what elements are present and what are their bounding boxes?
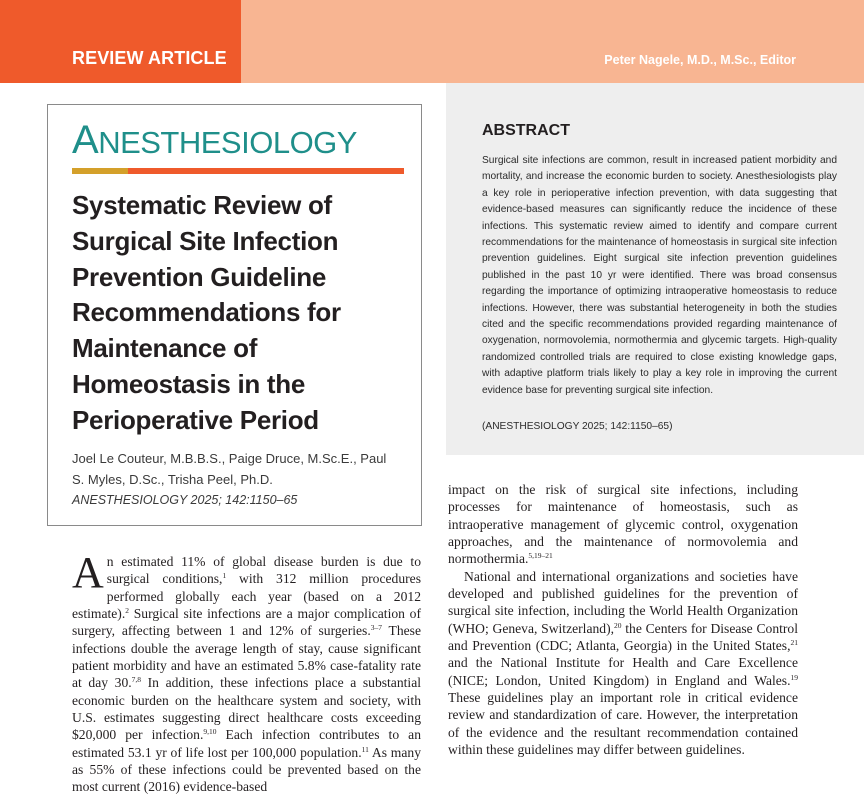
logo-accent-bar-gold xyxy=(72,168,128,174)
section-label: REVIEW ARTICLE xyxy=(72,48,227,68)
header-section-band xyxy=(0,0,241,83)
body-text-segment: impact on the risk of surgical site infections, including processes for maintenance of homeostasis, such as intraoperative management of glycemic control, oxygenation approaches, and the maintenance of normovolemia and normothermia. xyxy=(448,482,798,567)
abstract-citation: (ANESTHESIOLOGY 2025; 142:1150–65) xyxy=(482,421,673,432)
body-text-segment: In addition, these infections place a substantial economic burden on the healthcare system and society, with U.S. estimates suggesting direct healthcare costs exceeding $20,000 per infection. xyxy=(72,675,422,743)
body-text-segment: and the National Institute for Health and Care Excellence (NICE; London, United Kingdom) in England and Wales. xyxy=(448,655,798,688)
body-text-segment: These guidelines play an important role in critical evidence review and standardization of care. However, the interpretation of the evidence and the resultant recommendation contained within these guidelines may differ between guidelines. xyxy=(448,690,798,758)
citation-ref: 11 xyxy=(361,744,369,754)
body-text-segment: Surgical site infections are a major complication of surgery, affecting between 1 and 12% of surgeries. xyxy=(72,606,421,639)
body-text-segment: n estimated 11% of global disease burden is due to surgical conditions, xyxy=(106,554,421,587)
abstract-panel xyxy=(446,83,864,455)
intro-paragraph xyxy=(72,548,422,796)
logo-accent-bar-orange xyxy=(128,168,404,174)
citation-ref: 19 xyxy=(790,672,798,682)
body-text-segment: National and international organizations and societies have developed and published guidelines for the prevention of surgical site infection, including the World Health Organization (WHO; Geneva, Switzerland), xyxy=(448,568,798,636)
body-text-segment: with 312 million procedures performed globally each year (based on a 2012 estimate). xyxy=(72,571,421,622)
title-box xyxy=(47,104,422,526)
abstract-text: Surgical site infections are common, result in increased patient morbidity and mortality, and increase the economic burden to society. Anesthesiologists play a key role in perioperative infection prevention, with data suggesting that evidence-based measures can significantly reduce the incidence of these infections. This systematic review aimed to identify and compare current recommendations for the maintenance of homeostasis in surgical site infection prevention guidelines. Eight surgical site infection prevention guidelines published in the past 10 yr were identified. There was broad consensus regarding the importance of optimizing intraoperative homeostasis to reduce infections. However, there was substantial heterogeneity in both the studies cited and the specific recommendations provided regarding maintenance of oxygenation, normovolemia, normothermia and glycemic targets. High-quality randomized controlled trials are required to close existing knowledge gaps, with adaptive platform trials likely to play a key role in improving the current evidence base for preventing surgical site infection. xyxy=(482,155,837,396)
editor-credit: Peter Nagele, M.D., M.Sc., Editor xyxy=(604,53,796,67)
article-authors: Joel Le Couteur, M.B.B.S., Paige Druce, M.Sc.E., Paul S. Myles, D.Sc., Trisha Peel, Ph.D. xyxy=(72,451,387,487)
citation-ref: 21 xyxy=(790,638,798,648)
guidelines-paragraph xyxy=(448,568,798,759)
article-title: Systematic Review of Surgical Site Infection Prevention Guideline Recommendations for Maintenance of Homeostasis in the Perioperative Period xyxy=(72,190,341,435)
body-text-segment: Each infection contributes to an estimated 53.1 yr of life lost per 100,000 population. xyxy=(72,727,421,760)
body-text-segment: These infections double the average length of stay, cause significant patient morbidity and have an estimated 5.8% case-fatality rate at day 30. xyxy=(72,623,421,691)
body-column-right xyxy=(448,481,798,759)
journal-logo-initial: A xyxy=(72,118,99,162)
citation-ref: 9,10 xyxy=(203,727,217,737)
journal-logo-rest: NESTHESIOLOGY xyxy=(98,125,357,160)
abstract-heading: ABSTRACT xyxy=(482,122,570,139)
journal-logo xyxy=(72,118,357,165)
citation-ref: 5,19–21 xyxy=(528,551,553,561)
body-column-left xyxy=(72,548,422,796)
continued-paragraph xyxy=(448,481,798,568)
citation-ref: 3–7 xyxy=(370,623,382,633)
citation-ref: 1 xyxy=(222,571,227,581)
body-text-segment: As many as 55% of these infections could be prevented based on the most current (2016) evidence-based xyxy=(72,744,421,795)
header-editor-band xyxy=(241,0,864,83)
citation-ref: 2 xyxy=(125,606,129,616)
article-citation: ANESTHESIOLOGY 2025; 142:1150–65 xyxy=(72,493,298,507)
citation-ref: 20 xyxy=(614,620,622,630)
body-text-segment: the Centers for Disease Control and Prevention (CDC; Atlanta, Georgia) in the United States, xyxy=(448,620,798,654)
drop-cap: A xyxy=(72,548,104,597)
citation-ref: 7,8 xyxy=(131,675,142,685)
